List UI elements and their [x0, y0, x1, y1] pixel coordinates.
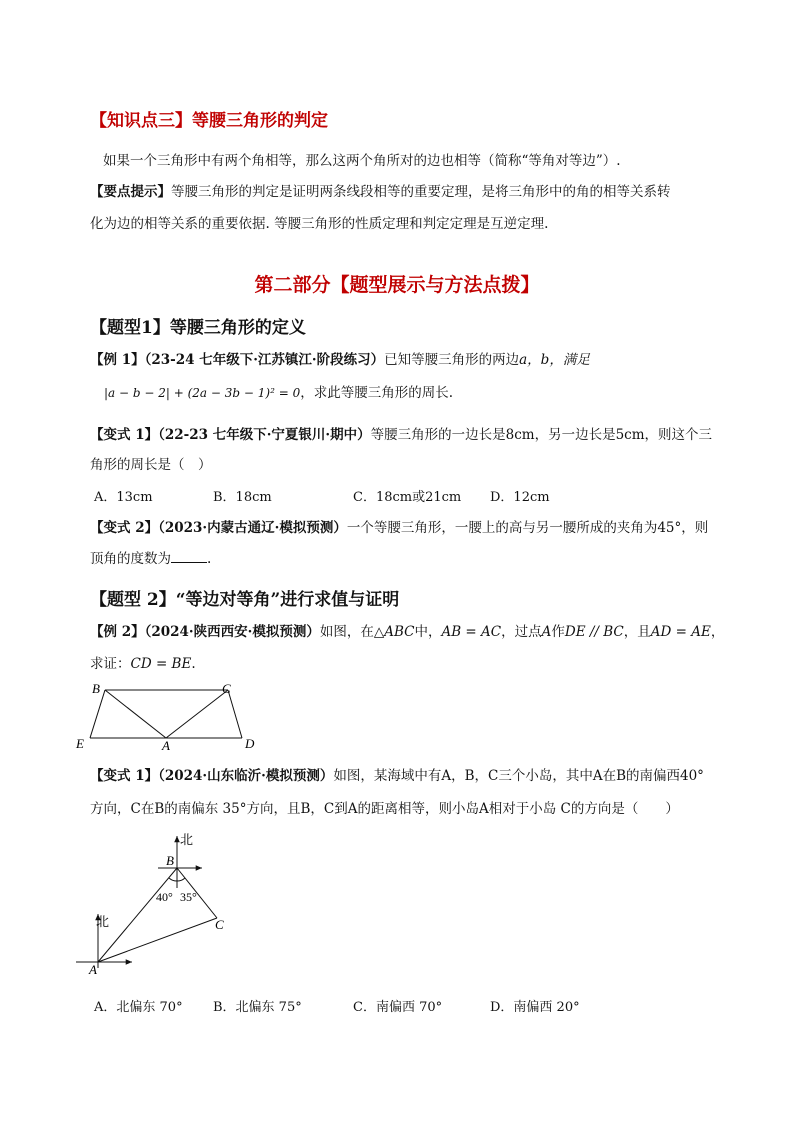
ex2-text-3: ，过点 [501, 624, 542, 640]
label-b: B [92, 681, 100, 696]
ex2-label: 【例 2】 [90, 624, 145, 640]
label-north-left: 北 [96, 914, 110, 929]
ex2-text-6: ， [710, 624, 725, 640]
ex2-line2 [90, 654, 196, 674]
ex1-line1 [90, 350, 590, 370]
label-e: E [76, 736, 84, 751]
label-angle-35: 35° [180, 890, 197, 904]
kp3-tip-line1 [90, 182, 671, 202]
tip-label: 【要点提示】 [90, 184, 171, 200]
trapezoid-figure [70, 680, 270, 752]
t1v2-source: （2023·内蒙古通辽·模拟预测） [158, 520, 347, 536]
label-c: C [222, 681, 231, 696]
tip-text-1: 等腰三角形的判定是证明两条线段相等的重要定理，是将三角形中的角的相等关系转 [171, 184, 671, 200]
type1-title: 【题型1】等腰三角形的定义 [90, 318, 306, 338]
t1v2-line1 [90, 518, 708, 538]
label-angle-40: 40° [156, 890, 173, 904]
t1v2-tail: . [207, 551, 212, 567]
answer-blank[interactable] [171, 550, 207, 563]
t2v1-label: 【变式 1】 [90, 768, 159, 784]
t1v1-line1 [90, 425, 712, 445]
segment-ca [166, 690, 228, 738]
t2v1-line1 [90, 766, 704, 786]
t1v1-option-a[interactable]: A．13cm [94, 490, 153, 505]
t1v1-option-c[interactable]: C．18cm或21cm [353, 490, 462, 505]
segment-be [90, 690, 105, 738]
t1v1-option-d[interactable]: D．12cm [490, 490, 550, 505]
ex2-eq3: CD = BE [130, 656, 192, 672]
ex2-end: . [191, 656, 196, 672]
t1v1-line2: 角形的周长是（ ） [90, 457, 212, 473]
part2-title: 第二部分【题型展示与方法点拨】 [254, 274, 540, 296]
ex2-text-1: 如图，在 [319, 624, 374, 640]
t2v1-line2: 方向，C在B的南偏东 35°方向，且B，C到A的距离相等，则小岛A相对于小岛 C的方向是（ ） [90, 801, 679, 817]
kp3-tip-line2: 化为边的相等关系的重要依据. 等腰三角形的性质定理和判定定理是互逆定理. [90, 216, 549, 232]
label-d: D [245, 736, 255, 751]
ex1-label: 【例 1】 [90, 352, 145, 368]
t2v1-option-b[interactable]: B．北偏东 75° [213, 1000, 302, 1015]
t2v1-option-d[interactable]: D．南偏西 20° [490, 1000, 580, 1015]
ex2-parallel: DE // BC [564, 624, 624, 640]
ex1-vars: a，b，满足 [519, 352, 590, 368]
segment-ba [105, 690, 166, 738]
t1v2-text-2: 顶角的度数为 [90, 551, 171, 567]
ex2-line1 [90, 622, 724, 642]
label-a: A [89, 962, 97, 976]
label-b: B [166, 853, 174, 868]
ex2-text-4: 作 [551, 624, 565, 640]
kp3-title: 【知识点三】等腰三角形的判定 [90, 111, 328, 131]
t1v2-label: 【变式 2】 [90, 520, 159, 536]
islands-figure [74, 828, 244, 976]
t1v1-source: （22-23 七年级下·宁夏银川·期中） [158, 427, 371, 443]
label-a: A [162, 738, 170, 752]
label-north-top: 北 [180, 832, 194, 847]
ex1-source: （23-24 七年级下·江苏镇江·阶段练习） [144, 352, 385, 368]
ex2-text-2: 中， [414, 624, 442, 640]
t1v1-text-1: 等腰三角形的一边长是8cm，另一边长是5cm，则这个三 [370, 427, 713, 443]
ex1-text: 已知等腰三角形的两边 [384, 352, 520, 368]
ex2-text-5: ，且 [623, 624, 651, 640]
t2v1-text-1: 如图，某海域中有A，B，C三个小岛，其中A在B的南偏西40° [333, 768, 704, 784]
ex1-line2 [104, 383, 453, 403]
kp3-definition: 如果一个三角形中有两个角相等，那么这两个角所对的边也相等（简称“等角对等边”）. [103, 153, 621, 169]
segment-cd [228, 690, 242, 738]
type2-title: 【题型 2】“等边对等角”进行求值与证明 [90, 590, 400, 610]
ex2-prove: 求证： [90, 656, 131, 672]
ex2-eq1: AB = AC [441, 624, 502, 640]
label-c: C [215, 917, 224, 932]
t2v1-source: （2024·山东临沂·模拟预测） [158, 768, 334, 784]
ex2-point-a: A [541, 624, 552, 640]
t2v1-option-a[interactable]: A．北偏东 70° [94, 1000, 183, 1015]
ex2-eq2: AD = AE [650, 624, 711, 640]
ex1-formula: |a − b − 2| + (2a − 3b − 1)² = 0 [104, 386, 301, 400]
ex2-triangle: △ABC [373, 624, 415, 640]
ex1-tail: ，求此等腰三角形的周长. [300, 385, 454, 401]
t2v1-option-c[interactable]: C．南偏西 70° [353, 1000, 443, 1015]
ex2-source: （2024·陕西西安·模拟预测） [144, 624, 320, 640]
t1v1-label: 【变式 1】 [90, 427, 159, 443]
t1v2-text-1: 一个等腰三角形，一腰上的高与另一腰所成的夹角为45°，则 [346, 520, 709, 536]
t1v1-option-b[interactable]: B．18cm [213, 490, 272, 505]
t1v2-line2 [90, 549, 211, 569]
